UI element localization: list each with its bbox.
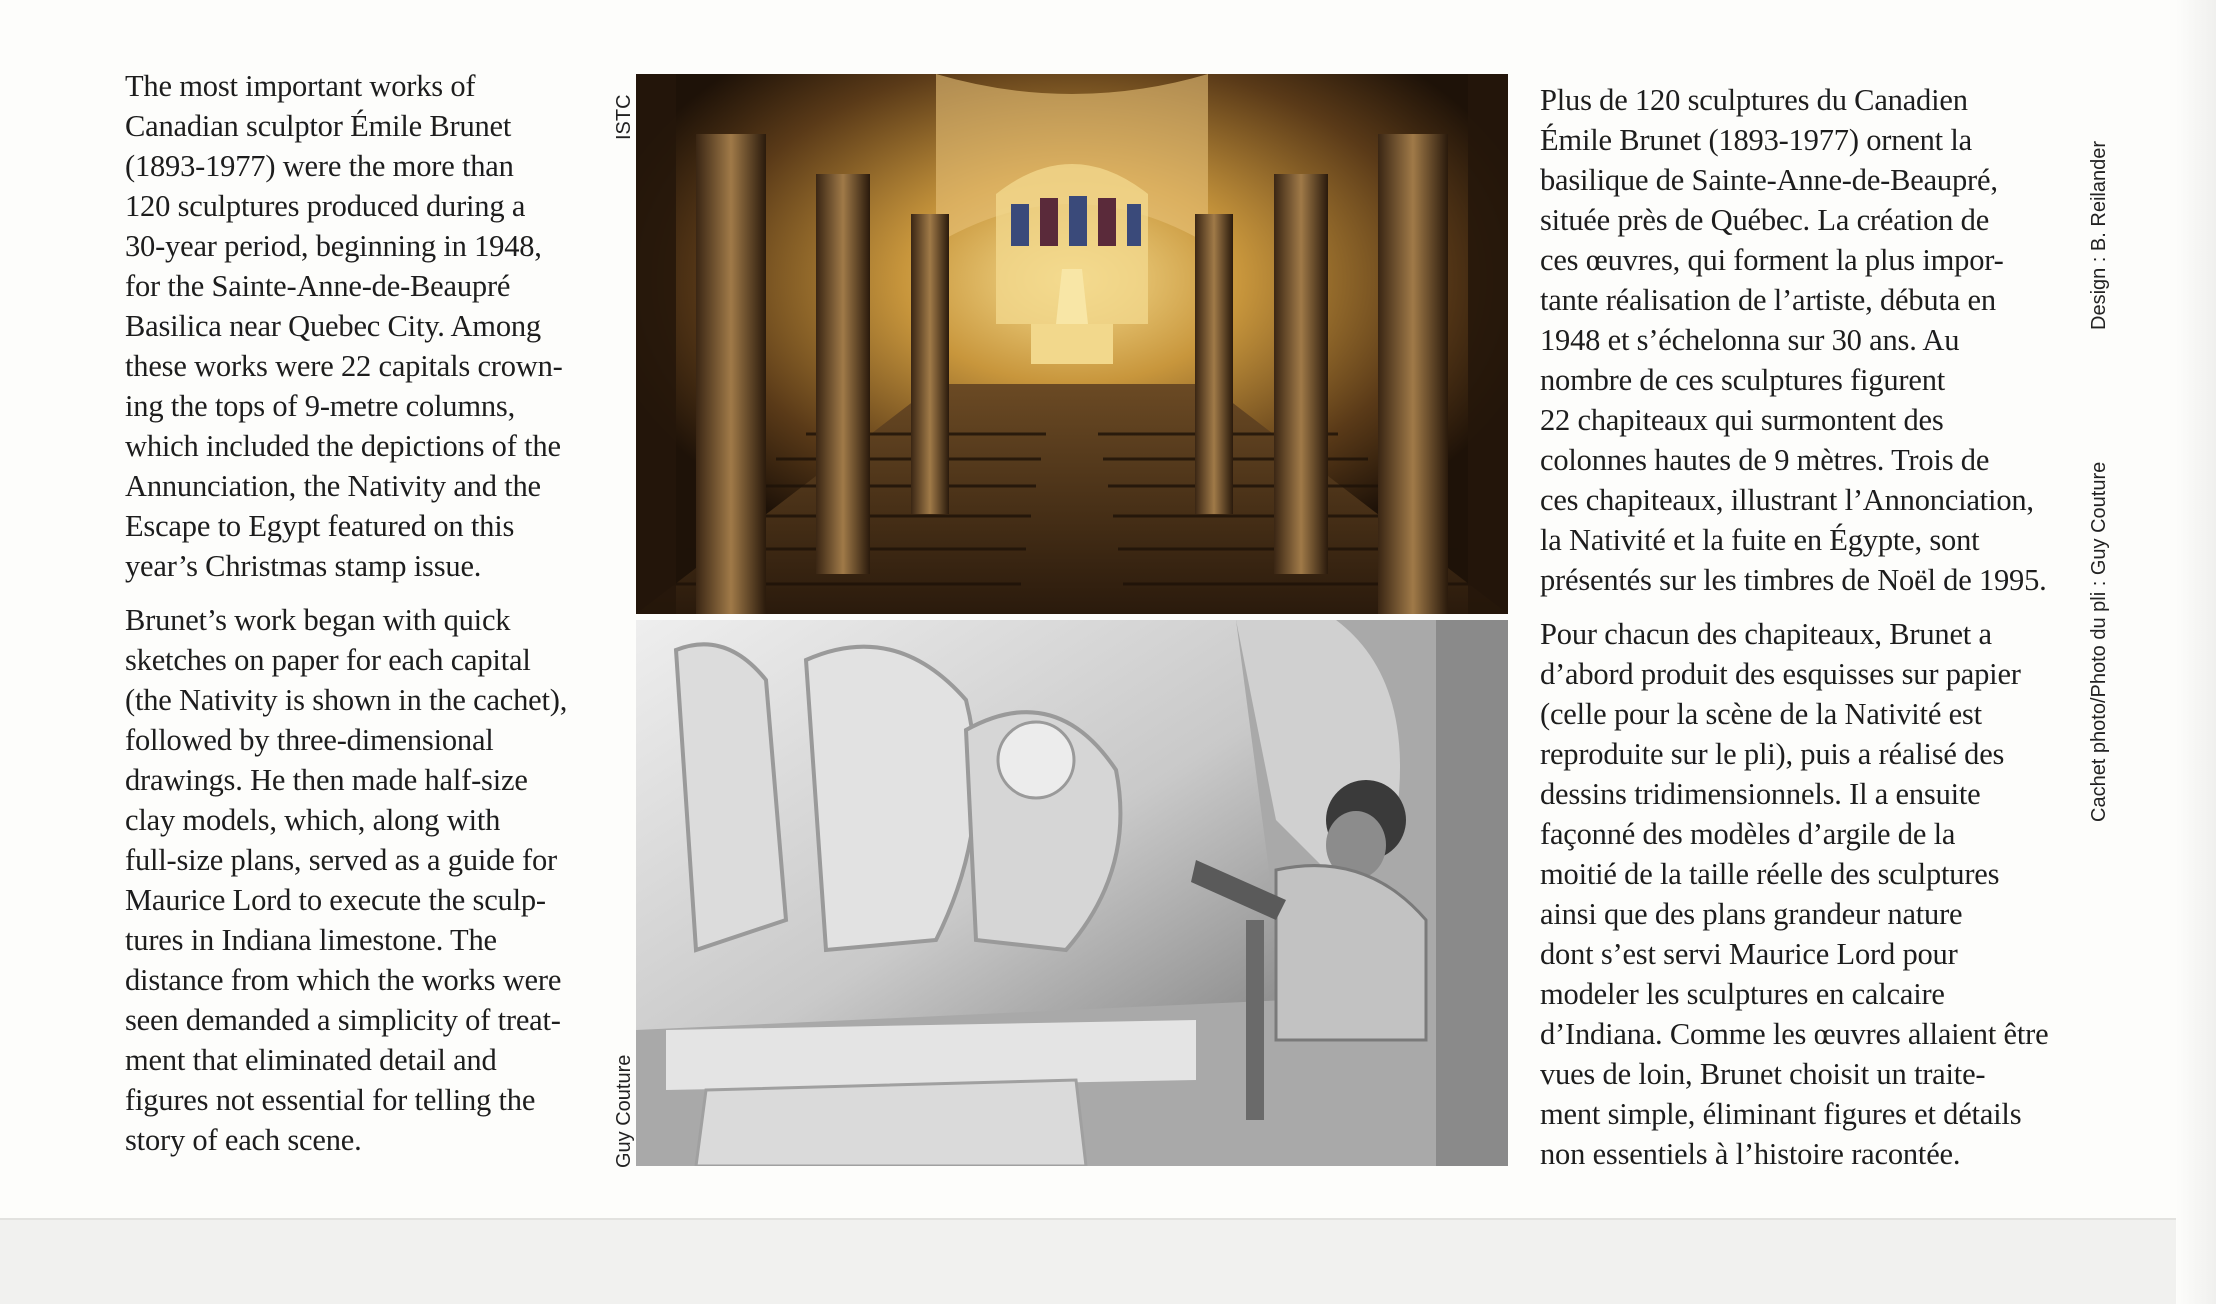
text-line: Annunciation, the Nativity and the bbox=[125, 469, 541, 503]
text-line: Maurice Lord to execute the sculp- bbox=[125, 883, 546, 917]
text-line: full-size plans, served as a guide for bbox=[125, 843, 557, 877]
text-line: ces œuvres, qui forment la plus impor- bbox=[1540, 243, 2004, 277]
basilica-interior-illustration bbox=[636, 74, 1508, 614]
paragraph-gap bbox=[1540, 600, 2080, 614]
text-line: The most important works of bbox=[125, 69, 476, 103]
text-line: distance from which the works were bbox=[125, 963, 562, 997]
text-line: for the Sainte-Anne-de-Beaupré bbox=[125, 269, 511, 303]
text-line: Escape to Egypt featured on this bbox=[125, 509, 515, 543]
text-line: tures in Indiana limestone. The bbox=[125, 923, 497, 957]
text-line: sketches on paper for each capital bbox=[125, 643, 531, 677]
text-line: ment that eliminated detail and bbox=[125, 1043, 497, 1077]
text-line: (celle pour la scène de la Nativité est bbox=[1540, 697, 1982, 731]
text-line: Plus de 120 sculptures du Canadien bbox=[1540, 83, 1968, 117]
text-line: these works were 22 capitals crown- bbox=[125, 349, 563, 383]
text-line: non essentiels à l’histoire racontée. bbox=[1540, 1137, 1961, 1171]
french-text-column bbox=[1540, 80, 2080, 1174]
text-line: modeler les sculptures en calcaire bbox=[1540, 977, 1945, 1011]
sculptor-at-work-photo bbox=[636, 620, 1508, 1166]
text-line: ing the tops of 9-metre columns, bbox=[125, 389, 516, 423]
text-line: ces chapiteaux, illustrant l’Annonciation, bbox=[1540, 483, 2034, 517]
text-line: (1893-1977) were the more than bbox=[125, 149, 514, 183]
basilica-interior-photo bbox=[636, 74, 1508, 614]
english-paragraph-2 bbox=[125, 600, 605, 1160]
text-line: moitié de la taille réelle des sculptures bbox=[1540, 857, 2000, 891]
text-line: Basilica near Quebec City. Among bbox=[125, 309, 541, 343]
text-line: façonné des modèles d’argile de la bbox=[1540, 817, 1956, 851]
text-line: drawings. He then made half-size bbox=[125, 763, 528, 797]
text-line: la Nativité et la fuite en Égypte, sont bbox=[1540, 523, 1980, 557]
text-line: (the Nativity is shown in the cachet), bbox=[125, 683, 568, 717]
text-line: Émile Brunet (1893-1977) ornent la bbox=[1540, 123, 1972, 157]
text-line: située près de Québec. La création de bbox=[1540, 203, 1990, 237]
design-credit: Design : B. Reilander bbox=[2088, 141, 2110, 330]
french-paragraph-2 bbox=[1540, 614, 2080, 1174]
text-line: year’s Christmas stamp issue. bbox=[125, 549, 482, 583]
text-line: 22 chapiteaux qui surmontent des bbox=[1540, 403, 1944, 437]
text-line: which included the depictions of the bbox=[125, 429, 561, 463]
photo-credit-guy-couture: Guy Couture bbox=[613, 1054, 635, 1168]
cachet-photo-credit: Cachet photo/Photo du pli : Guy Couture bbox=[2088, 461, 2110, 822]
text-line: reproduite sur le pli), puis a réalisé des bbox=[1540, 737, 2005, 771]
text-line: vues de loin, Brunet choisit un traite- bbox=[1540, 1057, 1986, 1091]
french-paragraph-1 bbox=[1540, 80, 2080, 600]
english-paragraph-1 bbox=[125, 66, 605, 586]
text-line: figures not essential for telling the bbox=[125, 1083, 536, 1117]
text-line: d’Indiana. Comme les œuvres allaient être bbox=[1540, 1017, 2049, 1051]
envelope-fold bbox=[0, 1218, 2216, 1304]
text-line: 120 sculptures produced during a bbox=[125, 189, 526, 223]
text-line: ment simple, éliminant figures et détails bbox=[1540, 1097, 2022, 1131]
text-line: Pour chacun des chapiteaux, Brunet a bbox=[1540, 617, 1992, 651]
text-line: basilique de Sainte-Anne-de-Beaupré, bbox=[1540, 163, 1998, 197]
text-line: nombre de ces sculptures figurent bbox=[1540, 363, 1946, 397]
photo-credit-istc: ISTC bbox=[613, 94, 635, 140]
text-line: Canadian sculptor Émile Brunet bbox=[125, 109, 512, 143]
text-line: tante réalisation de l’artiste, débuta en bbox=[1540, 283, 1996, 317]
text-line: 1948 et s’échelonna sur 30 ans. Au bbox=[1540, 323, 1960, 357]
sculptor-capital-illustration bbox=[636, 620, 1508, 1166]
text-line: seen demanded a simplicity of treat- bbox=[125, 1003, 561, 1037]
text-line: colonnes hautes de 9 mètres. Trois de bbox=[1540, 443, 1990, 477]
english-text-column bbox=[125, 66, 605, 1160]
text-line: d’abord produit des esquisses sur papier bbox=[1540, 657, 2021, 691]
text-line: story of each scene. bbox=[125, 1123, 362, 1157]
text-line: followed by three-dimensional bbox=[125, 723, 494, 757]
text-line: 30-year period, beginning in 1948, bbox=[125, 229, 542, 263]
text-line: dessins tridimensionnels. Il a ensuite bbox=[1540, 777, 1981, 811]
text-line: ainsi que des plans grandeur nature bbox=[1540, 897, 1963, 931]
envelope-edge bbox=[2176, 0, 2216, 1304]
text-line: Brunet’s work began with quick bbox=[125, 603, 511, 637]
text-line: présentés sur les timbres de Noël de 1995. bbox=[1540, 563, 2047, 597]
text-line: dont s’est servi Maurice Lord pour bbox=[1540, 937, 1958, 971]
text-line: clay models, which, along with bbox=[125, 803, 501, 837]
paragraph-gap bbox=[125, 586, 605, 600]
